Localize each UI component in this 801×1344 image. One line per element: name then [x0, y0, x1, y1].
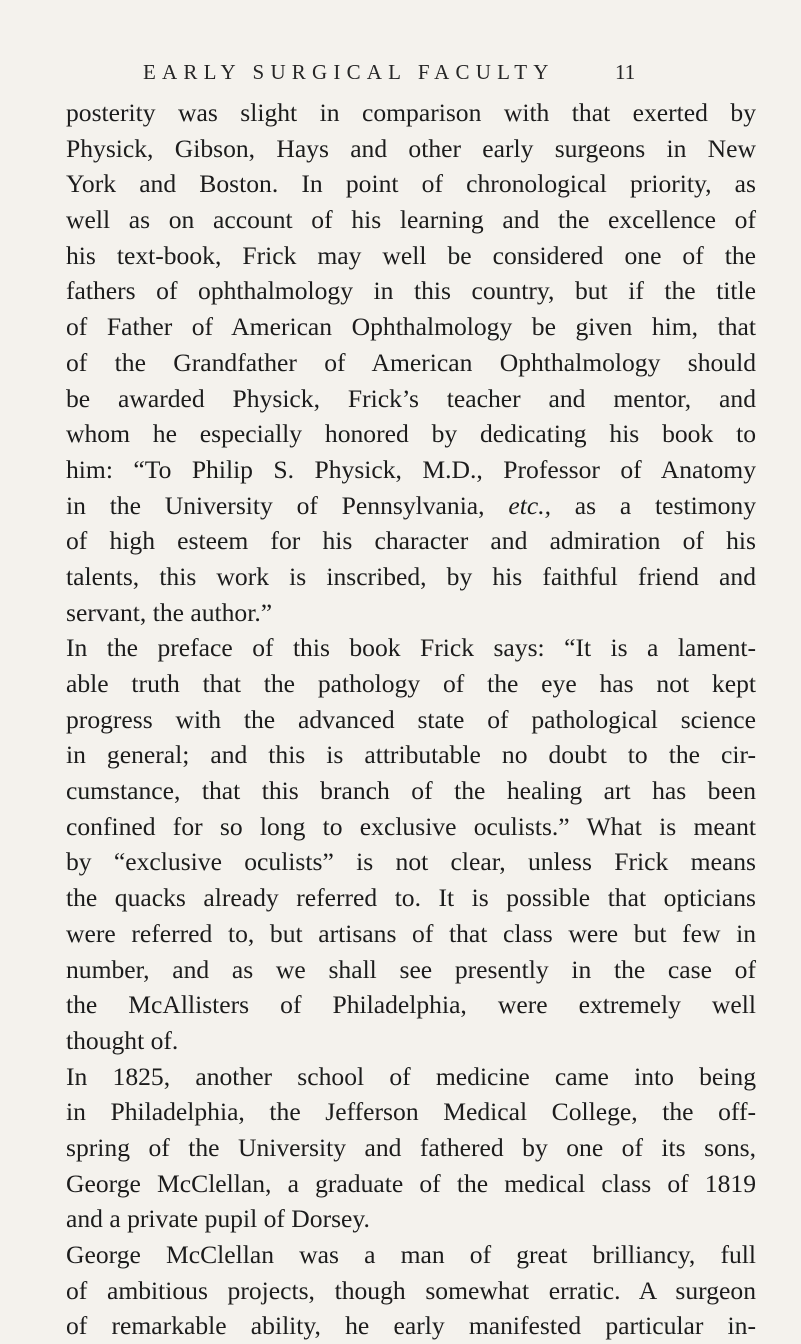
- text-line: of Father of American Ophthalmology be given him, that: [66, 312, 756, 342]
- running-head-title: EARLY SURGICAL FACULTY: [143, 60, 555, 84]
- text-line: Physick, Gibson, Hays and other early surgeons in New: [66, 133, 756, 163]
- text-line: able truth that the pathology of the eye has not kept: [66, 669, 756, 698]
- paragraph-start-line: In 1825, another school of medicine came into being: [66, 1061, 756, 1091]
- text-line: George McClellan, a graduate of the medical class of 1819: [66, 1168, 756, 1198]
- text-line: of the Grandfather of American Ophthalmology should: [66, 347, 756, 377]
- text-line: him: “To Philip S. Physick, M.D., Professor of Anatomy: [66, 454, 756, 484]
- text-line: his text-book, Frick may well be considered one of the: [66, 240, 756, 270]
- text-line: York and Boston. In point of chronological priority, as: [66, 169, 756, 199]
- paragraph-start-line: George McClellan was a man of great brilliancy, full: [66, 1240, 756, 1269]
- text-line: spring of the University and fathered by one of its sons,: [66, 1132, 756, 1162]
- body-text: [66, 95, 756, 1344]
- text-line-with-italic: [66, 488, 756, 524]
- text-line: and a private pupil of Dorsey.: [66, 1204, 370, 1234]
- text-segment: in the University of Pennsylvania,: [66, 490, 485, 520]
- text-line: well as on account of his learning and the excellence of: [66, 205, 756, 235]
- text-line: the McAllisters of Philadelphia, were extremely well: [66, 990, 756, 1020]
- text-line: in general; and this is attributable no doubt to the cir-: [66, 740, 756, 770]
- text-line: whom he especially honored by dedicating his book to: [66, 419, 756, 449]
- text-line: by “exclusive oculists” is not clear, unless Frick means: [66, 847, 756, 877]
- text-line: of remarkable ability, he early manifested particular in-: [66, 1311, 756, 1341]
- text-line: thought of.: [66, 1025, 179, 1055]
- text-line: confined for so long to exclusive oculists.” What is meant: [66, 811, 756, 841]
- italic-etc: etc.,: [508, 490, 551, 520]
- text-line: posterity was slight in comparison with that exerted by: [66, 98, 756, 127]
- text-line: of high esteem for his character and admiration of his: [66, 526, 756, 556]
- text-segment: as a testimony: [574, 490, 756, 520]
- text-line: progress with the advanced state of pathological science: [66, 704, 756, 734]
- text-line: talents, this work is inscribed, by his faithful friend and: [66, 561, 756, 591]
- text-line: number, and as we shall see presently in the case of: [66, 954, 756, 984]
- text-line: the quacks already referred to. It is possible that opticians: [66, 883, 756, 913]
- text-line: servant, the author.”: [66, 597, 273, 627]
- text-line: be awarded Physick, Frick’s teacher and mentor, and: [66, 383, 756, 413]
- text-line: of ambitious projects, though somewhat erratic. A surgeon: [66, 1275, 756, 1305]
- paragraph-start-line: In the preface of this book Frick says: “It is a lament-: [66, 633, 756, 663]
- page-number: 11: [615, 60, 636, 84]
- text-line: fathers of ophthalmology in this country, but if the title: [66, 276, 756, 306]
- text-line: in Philadelphia, the Jefferson Medical College, the off-: [66, 1097, 756, 1127]
- text-line: cumstance, that this branch of the healing art has been: [66, 776, 756, 806]
- text-line: were referred to, but artisans of that class were but few in: [66, 918, 756, 948]
